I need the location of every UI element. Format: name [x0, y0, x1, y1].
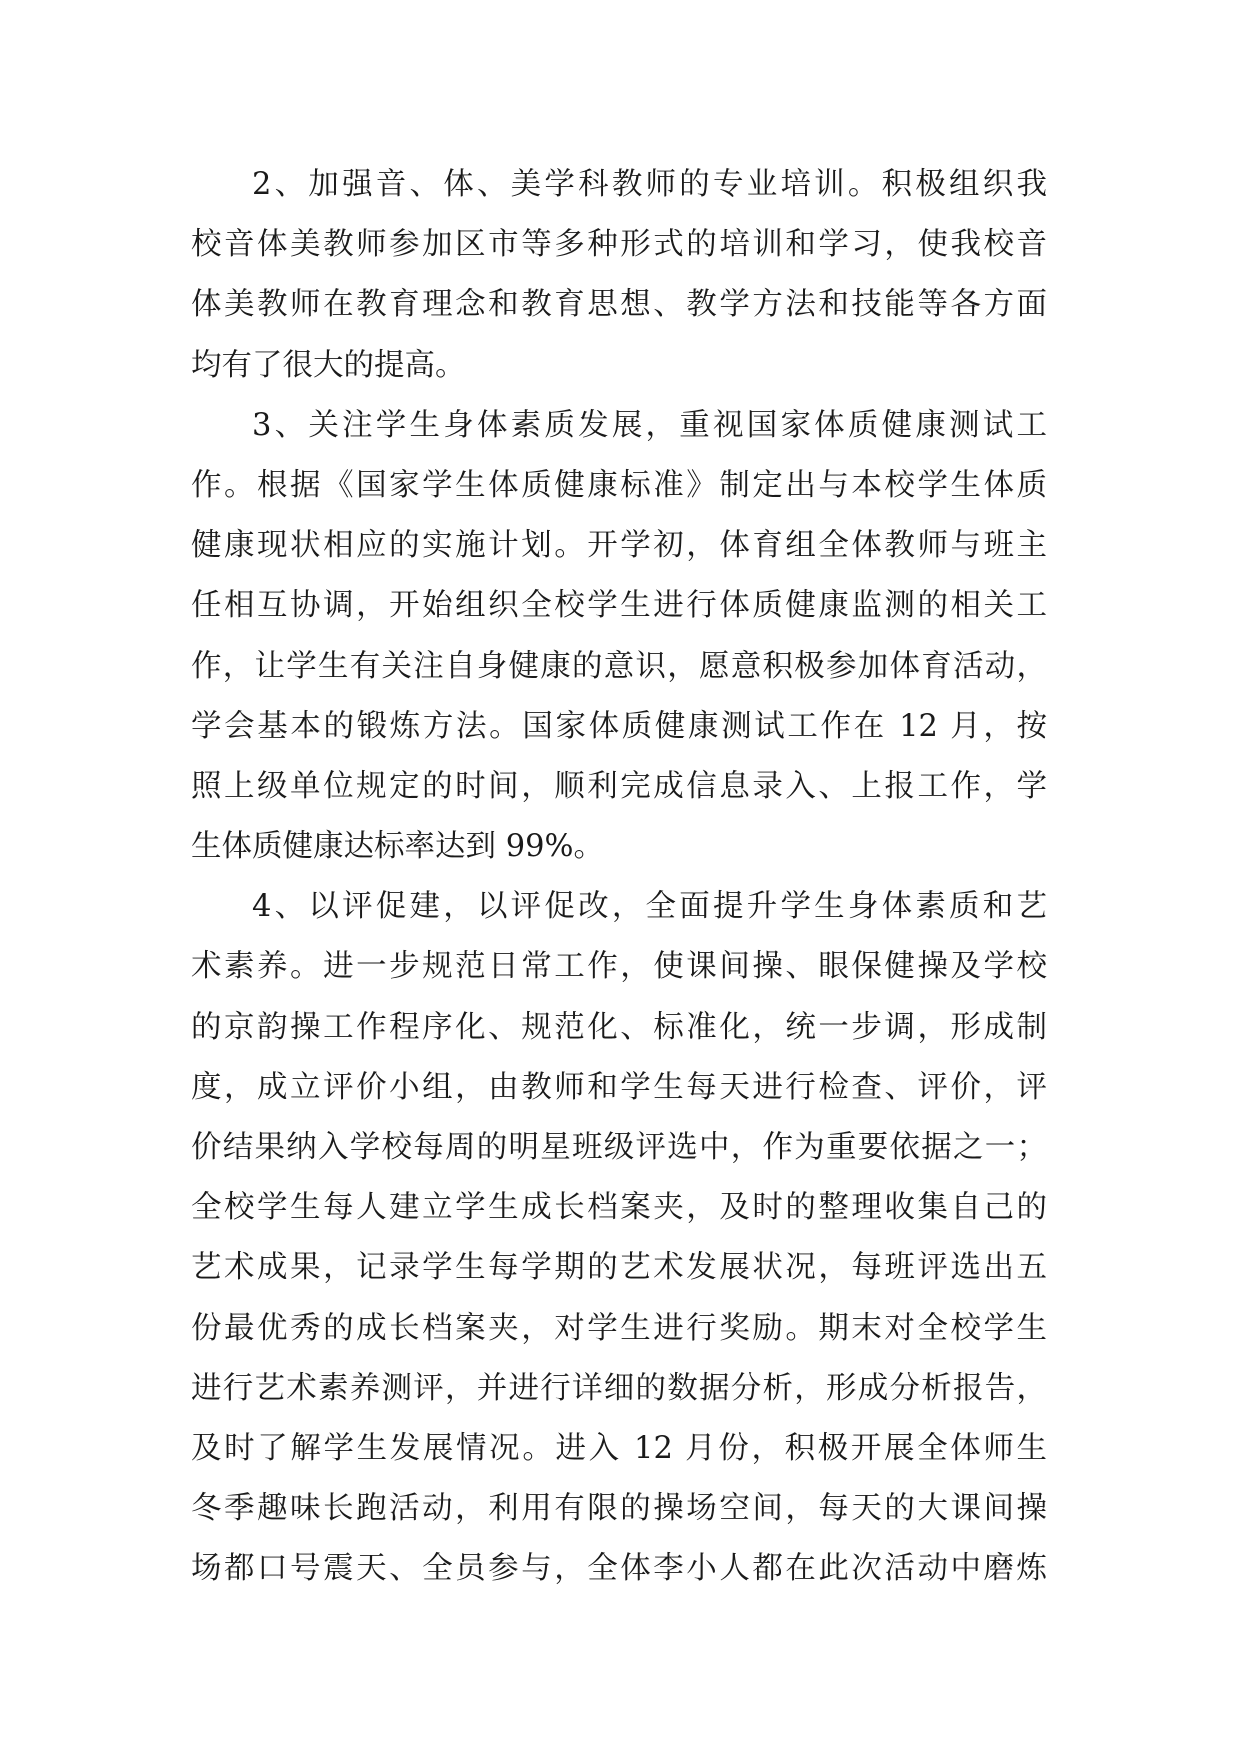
- text-line: 体美教师在教育理念和教育思想、教学方法和技能等各方面: [191, 287, 1047, 323]
- text-line: 份最优秀的成长档案夹，对学生进行奖励。期末对全校学生: [191, 1310, 1047, 1346]
- text-line: 均有了很大的提高。: [191, 347, 466, 383]
- text-line: 价结果纳入学校每周的明星班级评选中，作为重要依据之一；: [191, 1130, 1047, 1165]
- text-line: 照上级单位规定的时间，顺利完成信息录入、上报工作，学: [191, 768, 1047, 804]
- text-line: 学会基本的锻炼方法。国家体质健康测试工作在 12 月，按: [191, 708, 1047, 744]
- text-line: 全校学生每人建立学生成长档案夹，及时的整理收集自己的: [191, 1190, 1047, 1226]
- text-line: 3、关注学生身体素质发展，重视国家体质健康测试工: [252, 407, 1047, 443]
- text-line: 及时了解学生发展情况。进入 12 月份，积极开展全体师生: [191, 1430, 1047, 1466]
- paragraph-4-evaluation: [191, 877, 1047, 1599]
- paragraph-2-teacher-training: [191, 155, 1047, 396]
- paragraph-3-physical-health: [191, 396, 1047, 878]
- text-line: 度，成立评价小组，由教师和学生每天进行检查、评价，评: [191, 1069, 1047, 1105]
- text-line: 场都口号震天、全员参与，全体李小人都在此次活动中磨炼: [191, 1551, 1047, 1587]
- document-body: [191, 155, 1047, 1600]
- text-line: 进行艺术素养测评，并进行详细的数据分析，形成分析报告，: [191, 1370, 1047, 1406]
- text-line: 健康现状相应的实施计划。开学初，体育组全体教师与班主: [191, 528, 1047, 564]
- text-line: 2、加强音、体、美学科教师的专业培训。积极组织我: [252, 167, 1047, 202]
- text-line: 艺术成果，记录学生每学期的艺术发展状况，每班评选出五: [191, 1250, 1047, 1286]
- text-line: 任相互协调，开始组织全校学生进行体质健康监测的相关工: [191, 588, 1047, 624]
- text-line: 术素养。进一步规范日常工作，使课间操、眼保健操及学校: [191, 949, 1047, 985]
- text-line: 生体质健康达标率达到 99%。: [191, 829, 604, 865]
- text-line: 4、以评促建，以评促改，全面提升学生身体素质和艺: [252, 889, 1047, 925]
- text-line: 作。根据《国家学生体质健康标准》制定出与本校学生体质: [191, 467, 1047, 503]
- text-line: 的京韵操工作程序化、规范化、标准化，统一步调，形成制: [191, 1009, 1047, 1045]
- text-line: 校音体美教师参加区市等多种形式的培训和学习，使我校音: [191, 227, 1047, 263]
- text-line: 冬季趣味长跑活动，利用有限的操场空间，每天的大课间操: [191, 1491, 1047, 1527]
- text-line: 作，让学生有关注自身健康的意识，愿意积极参加体育活动，: [191, 648, 1047, 684]
